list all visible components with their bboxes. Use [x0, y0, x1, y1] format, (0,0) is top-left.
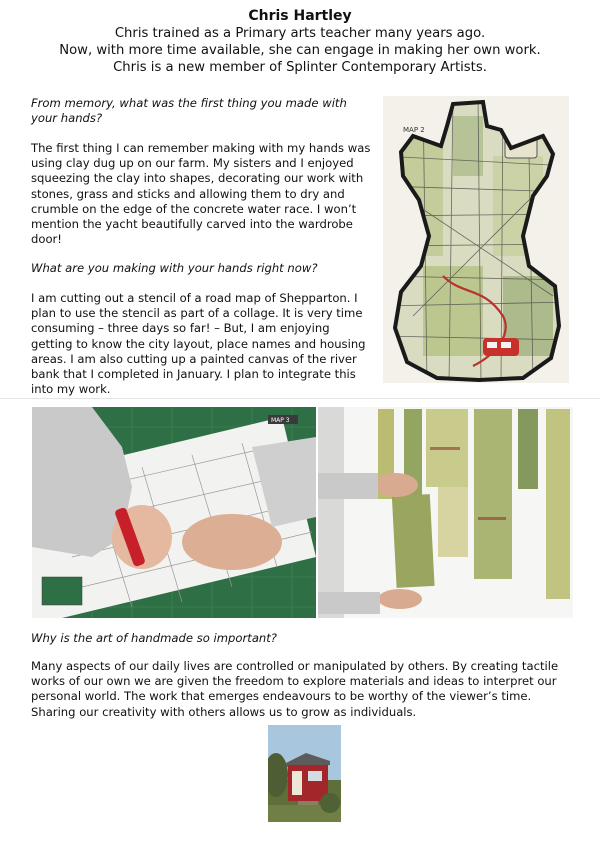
article-header: [0, 8, 600, 76]
stencil-cutting-photo: [32, 407, 316, 618]
studio-shed-photo: [268, 725, 341, 822]
intro-line-3: Chris is a new member of Splinter Contemporary Artists.: [113, 60, 487, 75]
question-1: From memory, what was the first thing you made with your hands?: [31, 96, 347, 126]
collage-map-label: MAP 2: [403, 126, 425, 134]
intro-line-2: Now, with more time available, she can engage in making her own work.: [59, 43, 541, 58]
answer-3: Many aspects of our daily lives are controlled or manipulated by others. By creating tactile works of our own we are given the freedom to explore materials and ideas to interpret our personal world. The work that emerges endeavours to be worthy of the viewer’s time. Sharing our creativity with others allows us to grow as individuals.: [31, 659, 559, 719]
question-3: Why is the art of handmade so important?: [31, 631, 277, 645]
painted-canvas-strips-photo: [318, 407, 573, 618]
intro-line-1: Chris trained as a Primary arts teacher many years ago.: [114, 26, 486, 41]
question-2: What are you making with your hands right now?: [31, 261, 318, 275]
answer-1: The first thing I can remember making with my hands was using clay dug up on our farm. My sisters and I enjoyed squeezing the clay into shapes, decorating our work with stones, grass and sticks and allowing them to dry and crumble on the edge of the concrete water race. I won’t mention the yacht beautifully carved into the wardrobe door!: [31, 141, 371, 247]
stencil-map-label-3: MAP 3: [271, 417, 290, 424]
page-title: Chris Hartley: [248, 8, 352, 24]
section-divider: [0, 398, 600, 399]
map-collage-artwork-image: [383, 96, 569, 383]
answer-2: I am cutting out a stencil of a road map of Shepparton. I plan to use the stencil as part of a collage. It is very time consuming – three days so far! – But, I am enjoying getting to know the city layout, place names and housing areas. I am also cutting up a painted canvas of the river bank that I completed in January. I plan to integrate this into my work.: [31, 291, 366, 397]
